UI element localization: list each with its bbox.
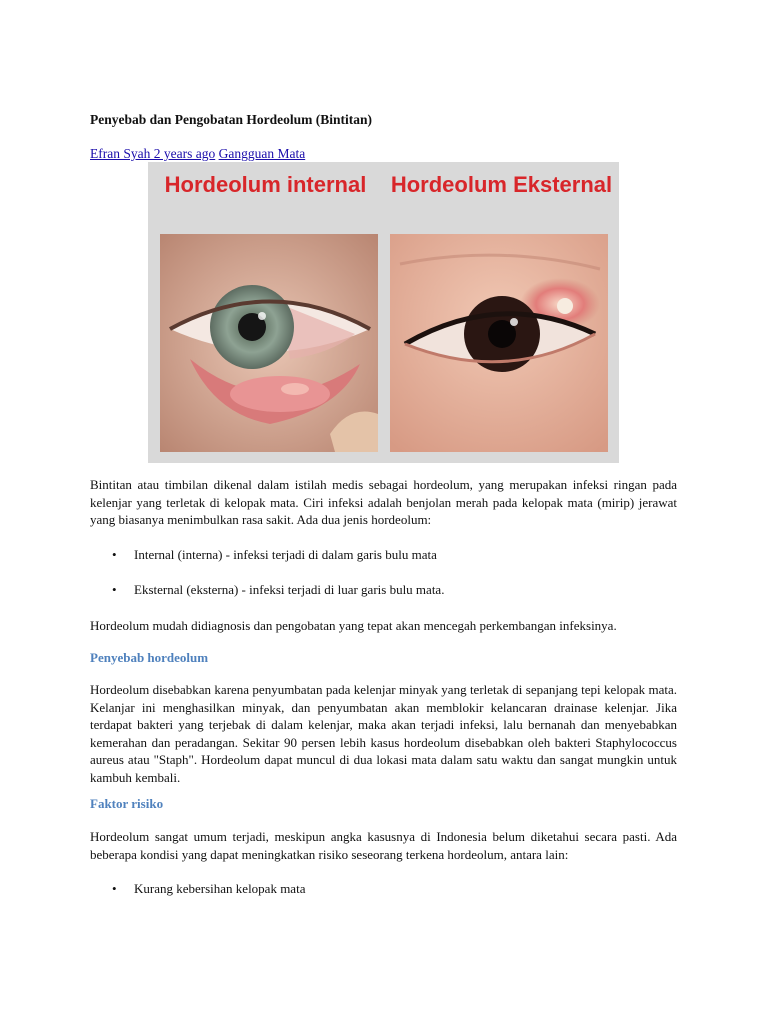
list-item-text: Kurang kebersihan kelopak mata	[134, 881, 306, 896]
cause-paragraph: Hordeolum disebabkan karena penyumbatan pada kelenjar minyak yang terletak di sepanjang tepi kelopak mata. Kelanjar ini menghasilkan minyak, dan penyumbatan akan memblokir kelancaran drainase kelenjar. Jika terdapat bakteri yang terjebak di dalam kelenjar, maka akan terjadi infeksi, lalu bernanah dan menyebabkan kemerahan dan peradangan. Sekitar 90 persen lebih kasus hordeolum disebabkan oleh bakteri Staphylococcus aureus atau "Staph". Hordeolum dapat muncul di dua lokasi mata dalam satu waktu dan sangat mungkin untuk kambuh kembali.	[90, 682, 677, 785]
external-hordeolum-photo	[390, 234, 608, 452]
author-link[interactable]: Efran Syah 2 years ago	[90, 146, 216, 161]
article-meta	[90, 146, 305, 162]
figure-label-internal: Hordeolum internal	[164, 172, 367, 197]
cause-heading: Penyebab hordeolum	[90, 650, 209, 665]
bullet-icon: •	[112, 547, 117, 562]
bullet-icon: •	[112, 881, 117, 896]
internal-hordeolum-photo	[160, 234, 378, 452]
figure-label-external: Hordeolum Eksternal	[390, 172, 613, 197]
risk-heading: Faktor risiko	[90, 796, 164, 811]
diagnosis-paragraph: Hordeolum mudah didiagnosis dan pengobatan yang tepat akan mencegah perkembangan infeksinya.	[90, 618, 617, 633]
hordeolum-figure	[148, 162, 619, 463]
list-item-text: Internal (interna) - infeksi terjadi di dalam garis bulu mata	[134, 547, 437, 562]
intro-paragraph: Bintitan atau timbilan dikenal dalam istilah medis sebagai hordeolum, yang merupakan infeksi ringan pada kelenjar yang terletak di kelopak mata. Ciri infeksi adalah benjolan merah pada kelopak mata (mirip) jerawat yang biasanya menimbulkan rasa sakit. Ada dua jenis hordeolum:	[90, 477, 677, 527]
category-link[interactable]: Gangguan Mata	[218, 146, 306, 161]
article-title: Penyebab dan Pengobatan Hordeolum (Bintitan)	[90, 112, 373, 127]
list-item-text: Eksternal (eksterna) - infeksi terjadi di luar garis bulu mata.	[134, 582, 445, 597]
bullet-icon: •	[112, 582, 117, 597]
risk-paragraph: Hordeolum sangat umum terjadi, meskipun angka kasusnya di Indonesia belum diketahui secara pasti. Ada beberapa kondisi yang dapat meningkatkan risiko seseorang terkena hordeolum, antara lain:	[90, 829, 677, 862]
